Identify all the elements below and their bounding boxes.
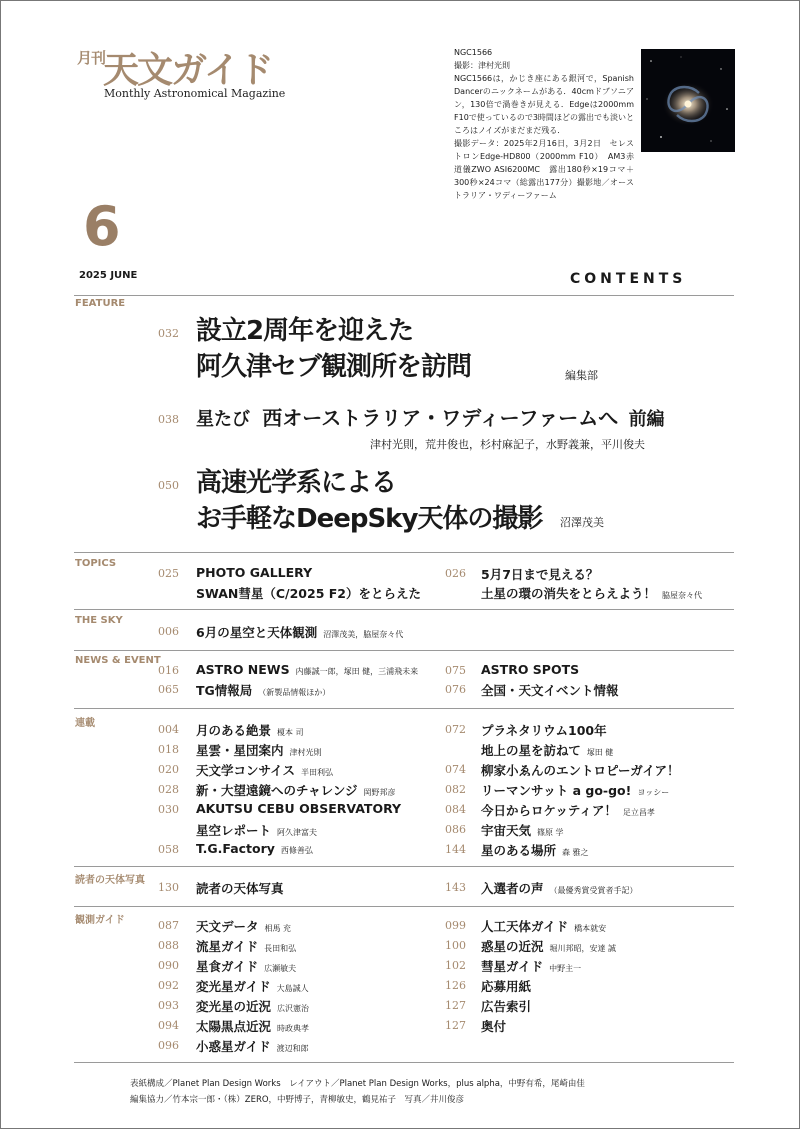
toc-page-number: 094 <box>158 1019 179 1032</box>
section-label-the-sky: THE SKY <box>75 615 123 626</box>
toc-entry-author: 西條善弘 <box>280 846 313 855</box>
issue-number: 6 <box>83 195 121 258</box>
toc-page-number: 030 <box>158 803 179 816</box>
sky-title <box>196 623 403 641</box>
toc-entry-author: 榎本 司 <box>277 728 304 737</box>
feature-title-1b: 阿久津セブ観測所を訪問 <box>196 352 472 382</box>
toc-entry-title: 彗星ガイド <box>481 959 544 974</box>
feature-title-1a: 設立2周年を迎えた <box>196 316 414 346</box>
toc-page-number: 127 <box>445 1019 466 1032</box>
toc-entry <box>196 841 313 856</box>
feature-page-2: 038 <box>158 413 179 426</box>
toc-entry-author: 時政典孝 <box>277 1024 310 1033</box>
toc-entry-author: 長田和弘 <box>264 944 297 953</box>
toc-entry <box>196 937 296 955</box>
toc-page-number: 084 <box>445 803 466 816</box>
toc-page-number: 087 <box>158 919 179 932</box>
section-label-obs-guide: 観測ガイド <box>75 915 125 926</box>
reader-page-left: 130 <box>158 881 179 894</box>
feature-title-2 <box>196 408 665 429</box>
toc-entry-title: 新・大望遠鏡へのチャレンジ <box>196 783 358 798</box>
divider <box>74 708 734 709</box>
toc-entry-author: 橋本就安 <box>574 924 607 933</box>
toc-entry-title: 天文学コンサイス <box>196 763 296 778</box>
feature-title-3b: お手軽なDeepSky天体の撮影 <box>196 504 543 534</box>
toc-entry <box>481 662 579 677</box>
toc-entry <box>481 1017 506 1035</box>
toc-entry-title: プラネタリウム100年 <box>481 723 607 738</box>
toc-entry-title: 流星ガイド <box>196 939 259 954</box>
toc-entry <box>196 741 322 759</box>
feature-prefix-2: 星たび <box>196 409 250 430</box>
topics-title-left-2: SWAN彗星（C/2025 F2）をとらえた <box>196 586 421 601</box>
topics-page-left: 025 <box>158 567 179 580</box>
caption-photographer: 撮影：津村光則 <box>454 61 510 70</box>
toc-page-number: 076 <box>445 683 466 696</box>
toc-entry-author: 中野主一 <box>549 964 582 973</box>
divider <box>74 650 734 651</box>
toc-page-number: 020 <box>158 763 179 776</box>
feature-page-1: 032 <box>158 327 179 340</box>
section-label-news: NEWS & EVENT <box>75 655 161 666</box>
toc-entry-title: 広告索引 <box>481 999 532 1014</box>
toc-entry <box>196 662 418 677</box>
feature-suffix-2: 前編 <box>628 409 665 430</box>
sky-author: 沼澤茂美，脇屋奈々代 <box>323 630 404 639</box>
toc-entry <box>196 781 396 799</box>
toc-entry-title: 今日からロケッティア！ <box>481 803 617 818</box>
toc-entry-title: ASTRO NEWS <box>196 662 290 677</box>
galaxy-photo <box>641 49 735 152</box>
toc-entry-author: 篠原 学 <box>537 828 564 837</box>
toc-entry <box>196 977 309 995</box>
toc-entry-author: 内藤誠一郎，塚田 健，三浦飛未来 <box>295 667 419 676</box>
reader-title-right-text: 入選者の声 <box>481 881 544 896</box>
toc-entry-title: 星食ガイド <box>196 959 259 974</box>
toc-page-number: 099 <box>445 919 466 932</box>
toc-entry-title: 月のある絶景 <box>196 723 272 738</box>
toc-entry-title: AKUTSU CEBU OBSERVATORY <box>196 801 402 816</box>
sky-page: 006 <box>158 625 179 638</box>
toc-entry <box>196 917 291 935</box>
toc-page-number: 016 <box>158 664 179 677</box>
credits-line-2: 編集協力／竹本宗一郎・（株）ZERO，中野博子，青柳敏史，鶴見祐子 写真／井川俊彦 <box>130 1095 465 1105</box>
divider <box>74 295 734 296</box>
toc-entry-title: 変光星の近況 <box>196 999 272 1014</box>
toc-entry <box>481 761 680 779</box>
toc-entry-author: （新製品情報ほか） <box>258 688 331 697</box>
feature-main-2: 西オーストラリア・ワディーファームへ <box>262 406 619 430</box>
topics-title-right-2 <box>481 584 702 602</box>
toc-page-number: 072 <box>445 723 466 736</box>
toc-entry <box>196 1037 309 1055</box>
toc-entry <box>481 801 655 819</box>
toc-entry-author: ヨッシー <box>637 788 670 797</box>
toc-entry-title: T.G.Factory <box>196 841 275 856</box>
topics-page-right: 026 <box>445 567 466 580</box>
toc-entry-title: 小惑星ガイド <box>196 1039 271 1054</box>
topics-title-right-2-text: 土星の環の消失をとらえよう！ <box>481 586 657 601</box>
toc-entry-title: 地上の星を訪ねて <box>481 743 581 758</box>
toc-entry <box>196 957 296 975</box>
divider <box>74 906 734 907</box>
toc-entry-author: 広沢憲治 <box>277 1004 310 1013</box>
magazine-logo: 天文ガイド <box>103 50 272 91</box>
credits-line-1: 表紙構成／Planet Plan Design Works レイアウト／Planet Plan Design Works，plus alpha，中野有希，尾崎由佳 <box>130 1079 585 1089</box>
section-label-topics: TOPICS <box>75 558 117 569</box>
toc-page-number: 093 <box>158 999 179 1012</box>
toc-entry-title: 星のある場所 <box>481 843 557 858</box>
toc-entry <box>196 721 304 739</box>
toc-entry-title: TG情報局 <box>196 683 253 698</box>
toc-page-number: 088 <box>158 939 179 952</box>
toc-entry-title: 全国・天文イベント情報 <box>481 683 619 698</box>
toc-entry-title: リーマンサット a go-go! <box>481 783 632 798</box>
toc-entry <box>481 917 606 935</box>
toc-entry-author: 森 雅之 <box>562 848 589 857</box>
magazine-subtitle: Monthly Astronomical Magazine <box>104 87 286 100</box>
toc-entry <box>481 937 616 955</box>
toc-entry-title: 応募用紙 <box>481 979 532 994</box>
toc-page-number: 004 <box>158 723 179 736</box>
toc-page-number: 082 <box>445 783 466 796</box>
feature-author-3: 沼澤茂美 <box>560 516 604 529</box>
toc-entry-author: 津村光則 <box>289 748 322 757</box>
toc-entry <box>196 1017 309 1035</box>
toc-page-number: 126 <box>445 979 466 992</box>
toc-page-number: 065 <box>158 683 179 696</box>
toc-entry-author: 相馬 充 <box>264 924 292 933</box>
reader-title-left: 読者の天体写真 <box>196 881 284 896</box>
toc-entry-title: 星空レポート <box>196 823 272 838</box>
toc-entry <box>481 681 619 699</box>
toc-entry <box>196 801 401 816</box>
toc-entry-author: 塚田 健 <box>586 748 614 757</box>
feature-author-1: 編集部 <box>565 369 598 382</box>
toc-entry <box>481 721 607 739</box>
toc-entry <box>481 957 581 975</box>
toc-entry-title: 宇宙天気 <box>481 823 532 838</box>
toc-entry-author: 大島誠人 <box>276 984 309 993</box>
toc-page-number: 018 <box>158 743 179 756</box>
toc-page-number: 074 <box>445 763 466 776</box>
divider <box>74 609 734 610</box>
toc-entry-title: 人工天体ガイド <box>481 919 569 934</box>
toc-entry-title: ASTRO SPOTS <box>481 662 580 677</box>
toc-entry-author: 広瀬敏夫 <box>264 964 297 973</box>
toc-entry <box>481 977 531 995</box>
toc-entry-title: 太陽黒点近況 <box>196 1019 272 1034</box>
toc-page-number: 090 <box>158 959 179 972</box>
toc-entry-author: 岡野邦彦 <box>363 788 396 797</box>
toc-page-number: 028 <box>158 783 179 796</box>
toc-entry-title: 柳家小ゑんのエントロピーガイア！ <box>481 763 680 778</box>
section-label-feature: FEATURE <box>75 298 126 309</box>
feature-author-2: 津村光則，荒井俊也，杉村麻記子，水野義兼，平川俊夫 <box>370 438 645 451</box>
toc-entry <box>481 781 669 799</box>
feature-page-3: 050 <box>158 479 179 492</box>
caption-title: NGC1566 <box>454 48 493 57</box>
toc-entry <box>196 761 333 779</box>
caption-description: NGC1566は，かじき座にある銀河で，Spanish Dancerのニックネームがある．40cmドブソニアン，130倍で渦巻きが見える．Edgeは2000mm F10で使っているので3時間ほどの露出でも淡いところはノイズがまだまだ残る． <box>454 74 634 135</box>
toc-page-number: 058 <box>158 843 179 856</box>
toc-page-number: 092 <box>158 979 179 992</box>
toc-page-number: 127 <box>445 999 466 1012</box>
toc-entry-title: 惑星の近況 <box>481 939 544 954</box>
toc-page-number: 075 <box>445 664 466 677</box>
caption-data: 撮影データ：2025年2月16日，3月2日 セレストロンEdge-HD800（2000mm F10） AM3赤道儀ZWO ASI6200MC 露出180秒×19コマ＋300秒×24コマ（総露出177分）撮影地／オーストラリア・ワディーファーム <box>454 139 634 200</box>
toc-page-number: 102 <box>445 959 466 972</box>
toc-page-number: 096 <box>158 1039 179 1052</box>
toc-entry-author: 阿久津富夫 <box>277 828 318 837</box>
toc-page-number: 144 <box>445 843 466 856</box>
toc-entry-title: 星雲・星団案内 <box>196 743 284 758</box>
toc-entry-author: 堀川邦昭，安達 誠 <box>549 944 617 953</box>
section-label-reader-photos: 読者の天体写真 <box>75 875 145 886</box>
divider <box>74 1062 734 1063</box>
logo-mark: 月刊 <box>77 49 106 67</box>
topics-title-left-1: PHOTO GALLERY <box>196 565 313 580</box>
topics-title-right-1: 5月7日まで見える？ <box>481 567 599 582</box>
toc-entry <box>481 741 613 759</box>
reader-title-right <box>481 879 638 897</box>
toc-entry-title: 奥付 <box>481 1019 507 1034</box>
toc-page-number: 086 <box>445 823 466 836</box>
toc-entry <box>481 841 589 859</box>
toc-page-number: 100 <box>445 939 466 952</box>
toc-entry <box>481 997 531 1015</box>
feature-title-3a: 高速光学系による <box>196 468 397 498</box>
divider <box>74 866 734 867</box>
toc-entry <box>196 821 317 839</box>
issue-date: 2025 JUNE <box>79 270 138 281</box>
divider <box>74 552 734 553</box>
toc-entry-title: 変光星ガイド <box>196 979 271 994</box>
toc-entry-author: 渡辺和郎 <box>276 1044 309 1053</box>
reader-author-right: （最優秀賞受賞者手記） <box>549 886 638 895</box>
reader-page-right: 143 <box>445 881 466 894</box>
contents-heading: CONTENTS <box>570 271 687 287</box>
toc-entry-author: 半田利弘 <box>301 768 334 777</box>
toc-entry <box>196 681 330 699</box>
toc-entry <box>481 821 564 839</box>
toc-entry-title: 天文データ <box>196 919 259 934</box>
toc-entry-author: 足立昌孝 <box>622 808 655 817</box>
section-label-series: 連載 <box>75 718 95 729</box>
topics-author-right: 脇屋奈々代 <box>662 591 703 600</box>
cover-photo-caption <box>454 46 634 202</box>
toc-entry <box>196 997 309 1015</box>
sky-title-text: 6月の星空と天体観測 <box>196 625 318 640</box>
